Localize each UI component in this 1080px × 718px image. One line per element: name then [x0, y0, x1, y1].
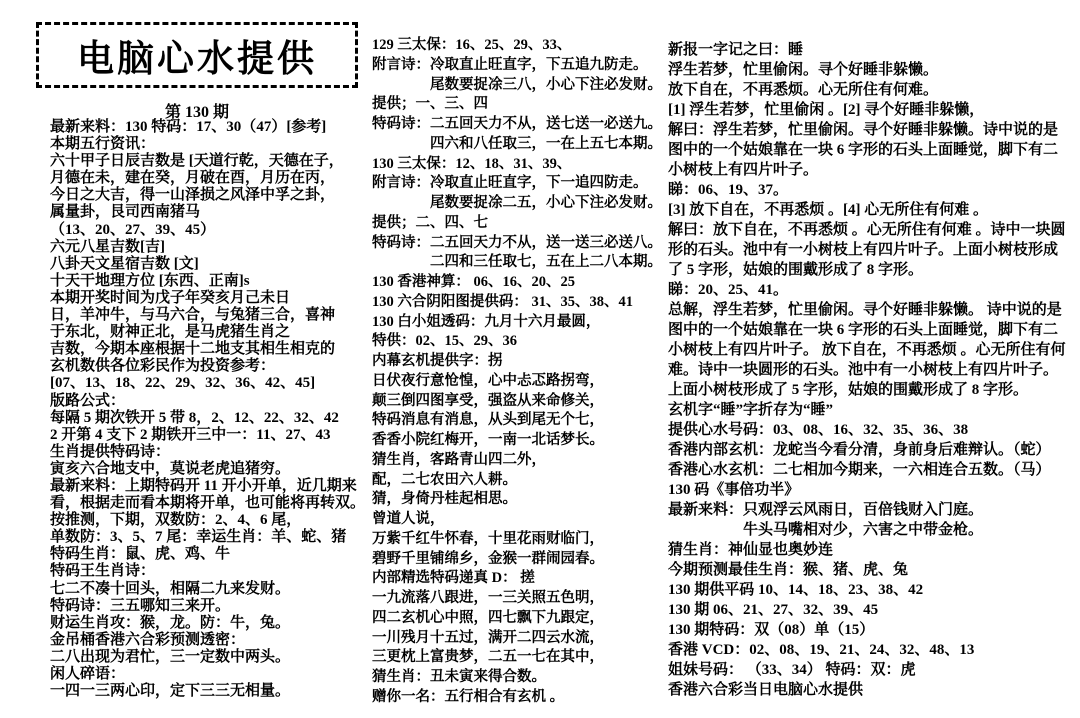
text-line: 吉数，今期本座根据十二地支其相生相克的	[50, 341, 336, 358]
text-line: 最新来料：只观浮云风雨日，百倍钱财入门庭。	[668, 502, 984, 518]
text-line: 特码消息有消息，从头到尾无个七，	[372, 412, 604, 429]
text-line: 130 白小姐透码：九月十六月最圆，	[372, 313, 601, 330]
text-line: 形的石头。池中有一小树枝上有四片叶子。上面小树枝形成	[668, 242, 1059, 258]
text-line: 香港六合彩当日电脑心水提供	[668, 682, 864, 698]
text-line: 2 开第 4 支下 2 期铁开三中一：11、27、43	[50, 426, 331, 443]
text-line: 生肖提供特码诗：	[50, 443, 171, 460]
text-line: 130 码《事倍功半》	[668, 482, 800, 498]
text-line: 最新来料：上期特码开 11 开小开单，近几期来	[50, 477, 357, 494]
text-line: 尾数要捉凃二五，小心下注必发财。	[430, 195, 662, 211]
text-line: 月德在未，建在癸，月破在酉，月历在丙，	[50, 170, 336, 187]
text-line: 解曰：浮生若梦，忙里偷闲。寻个好睡非躲懒。诗中说的是	[668, 122, 1059, 138]
page-title: 电脑心水提供	[77, 39, 317, 80]
text-line: 每隔 5 期次铁开 5 带 8，2、12、22、32、42	[50, 409, 339, 426]
text-line: 玄机字“睡”字折存为“睡”	[668, 402, 834, 418]
text-line: 万紫千红牛怀春，十里花雨财临门，	[372, 530, 604, 547]
text-line: 130 期供平码 10、14、18、23、38、42	[668, 582, 924, 598]
text-line: 附言诗：冷取直止旺直字，下一追四防走。	[372, 175, 648, 192]
text-line: 一川残月十五过，满开二四云水流，	[372, 629, 604, 646]
text-line: 于东北，财神正北，是马虎猪生肖之	[50, 324, 291, 341]
text-line: 赠你一名：五行相合有玄机 。	[372, 688, 565, 705]
text-line: 颠三倒四图享受，强盗从来命修关，	[372, 392, 604, 409]
text-line: 属量卦，艮司西南猪马	[50, 204, 201, 221]
text-line: 十天干地理方位 [东西、正南]s	[50, 272, 250, 289]
text-line: 特供：02、15、29、36	[372, 333, 517, 350]
text-line: 八卦天文星宿吉数 [文]	[50, 255, 199, 272]
text-line: 单数防：3、5、7 尾：幸运生肖：羊、蛇、猪	[50, 529, 347, 546]
text-line: 牛头马嘴相对少，六害之中带金枪。	[743, 522, 984, 538]
text-line: 特码王生肖诗：	[50, 563, 156, 580]
text-line: 浮生若梦，忙里偷闲。寻个好睡非躲懒。	[668, 62, 939, 78]
text-line: 香港内部玄机：龙蛇当今看分清，身前身后难辩认。（蛇）	[668, 442, 1051, 458]
text-line: 特码诗：二五回天力不从，送七送一必送九。	[372, 116, 662, 132]
text-line: 特码诗：二五回天力不从，送一送三必送八。	[372, 234, 662, 251]
text-line: [07、13、18、22、29、32、36、42、45]	[50, 375, 316, 392]
text-line: 内部精选特码递真 D： 搓	[372, 570, 535, 587]
text-line: 闲人碎语：	[50, 666, 126, 682]
text-line: 版路公式：	[50, 392, 126, 409]
issue-number: 第 130 期	[164, 104, 229, 121]
text-line: 二四和三任取七，五在上二八本期。	[430, 254, 662, 271]
text-line: 图中的一个姑娘靠在一块 6 字形的石头上面睡觉，脚下有二	[668, 322, 1059, 338]
text-line: 一九流落八跟进，一三关照五色明，	[372, 590, 604, 606]
text-line: 最新来料：130 特码：17、30（47）[参考]	[50, 119, 327, 135]
text-line: 猜生肖：丑未寅来得合数。	[372, 669, 546, 685]
text-line: 130 六合阴阳图提供码： 31、35、38、41	[372, 293, 633, 310]
text-line: 香港心水玄机：二七相加今期来，一六相连合五数。（马）	[668, 462, 1051, 478]
text-line: （13、20、27、39、45）	[50, 221, 216, 238]
text-line: 四二玄机心中照，四七飘下九跟定，	[372, 609, 604, 626]
text-line: 内幕玄机提供字：拐	[372, 353, 503, 369]
text-line: 总解，浮生若梦，忙里偷闲。寻个好睡非躲懒。 诗中说的是	[668, 302, 1062, 318]
text-line: 小树枝上有四片叶子。 放下自在，不再悉烦 。心无所住有何	[668, 342, 1066, 358]
left-column	[50, 119, 372, 700]
text-line: 解曰：放下自在，不再悉烦 。心无所住有何难 。诗中一块圆	[668, 222, 1066, 238]
text-line: 七二不凑十回头，相隔二九来发财。	[50, 580, 291, 597]
text-line: 猜生肖：神仙显也奥妙连	[668, 542, 834, 558]
text-line: 玄机数供各位彩民作为投资参考：	[50, 358, 276, 375]
text-line: 小树枝上有四片叶子。	[668, 162, 819, 178]
masthead-box	[36, 22, 358, 88]
text-line: 附言诗：冷取直止旺直字，下五追九防走。	[372, 56, 648, 73]
text-line: 三更枕上富贵梦，二五一七在其中，	[372, 649, 604, 666]
text-line: 财运生肖攻：猴，龙。防：牛，兔。	[50, 614, 291, 631]
text-line: 今期预测最佳生肖：猴、猪、虎、兔	[668, 562, 909, 578]
text-line: 放下自在，不再悉烦。心无所住有何难。	[668, 82, 939, 98]
text-line: 提供心水号码：03、08、16、32、35、36、38	[668, 422, 969, 438]
text-line: 按推测，下期，双数防：2、4、6 尾，	[50, 512, 302, 529]
text-line: 了 5 字形，姑娘的围戴形成了 8 字形。	[668, 262, 924, 278]
text-line: 本期五行资讯：	[50, 136, 156, 153]
text-line: 图中的一个姑娘靠在一块 6 字形的石头上面睡觉，脚下有二	[668, 142, 1059, 158]
text-line: 本期开奖时间为戊子年癸亥月己未日	[50, 289, 291, 306]
text-line: 130 三太保：12、18、31、39、	[372, 155, 572, 172]
text-line: 香港 VCD：02、08、19、21、24、32、48、13	[668, 642, 975, 658]
text-line: 今日之大吉，得一山泽损之风泽中孚之卦，	[50, 187, 336, 204]
text-line: 日，羊冲牛，与马六合，与兔猪三合，喜神	[50, 307, 336, 324]
text-line: 提供；二、四、七	[372, 214, 488, 231]
text-line: 130 期特码：双（08）单（15）	[668, 622, 875, 638]
text-line: 猜，身倚丹桂起相思。	[372, 491, 517, 508]
text-line: 日伏夜行意怆惶，心中忐忑路拐弯，	[372, 372, 604, 389]
text-line: 130 香港神算： 06、16、20、25	[372, 274, 575, 290]
text-line: 睇：06、19、37。	[668, 182, 789, 198]
text-line: 一四一三两心印，定下三三无相量。	[50, 683, 291, 700]
text-line: 上面小树枝形成了 5 字形，姑娘的围戴形成了 8 字形。	[668, 382, 1029, 398]
text-line: 香香小院红梅开，一南一北话梦长。	[372, 432, 604, 448]
text-line: 碧野千里铺绵乡，金猴一群闹园春。	[372, 550, 604, 567]
text-line: 特码诗：三五哪知三来开。	[50, 597, 231, 614]
text-line: 猜生肖，客路青山四二外，	[372, 451, 546, 468]
text-line: 六元八星吉数[吉]	[50, 238, 165, 255]
text-line: 130 期 06、21、27、32、39、45	[668, 602, 879, 618]
text-line: 金吊桶香港六合彩预测透密：	[50, 631, 246, 648]
text-line: 配，二七农田六人耕。	[372, 471, 517, 488]
right-column	[668, 40, 1078, 700]
text-line: 曾道人说，	[372, 511, 445, 527]
text-line: 提供；一、三、四	[372, 96, 488, 113]
text-line: 129 三太保：16、25、29、33、	[372, 37, 572, 53]
text-line: 寅亥六合地支中，莫说老虎追猪穷。	[50, 460, 291, 477]
text-line: 看，根据走而看本期将开单，也可能将再转双。	[50, 495, 366, 512]
text-line: 难。诗中一块圆形的石头。池中有一小树枝上有四片叶子。	[668, 362, 1059, 378]
text-line: 六十甲子日辰吉数是 [天道行乾，天德在子，	[50, 153, 344, 170]
text-line: 二八出现为君忙，三一定数中两头。	[50, 648, 291, 665]
text-line: 尾数要捉凃三八，小心下注必发财。	[430, 76, 662, 93]
text-line: 姐妹号码： （33、34） 特码：双：虎	[668, 662, 916, 678]
text-line: 特码生肖：鼠、虎、鸡、牛	[50, 546, 231, 563]
text-line: 四六和八任取三，一在上五七本期。	[430, 135, 662, 152]
text-line: 新报一字记之曰：睡	[668, 42, 804, 58]
text-line: 睇：20、25、41。	[668, 282, 789, 298]
middle-column	[372, 36, 666, 708]
text-line: [3] 放下自在，不再悉烦 。[4] 心无所住有何难 。	[668, 202, 988, 218]
text-line: [1] 浮生若梦，忙里偷闲 。[2] 寻个好睡非躲懒，	[668, 102, 985, 118]
